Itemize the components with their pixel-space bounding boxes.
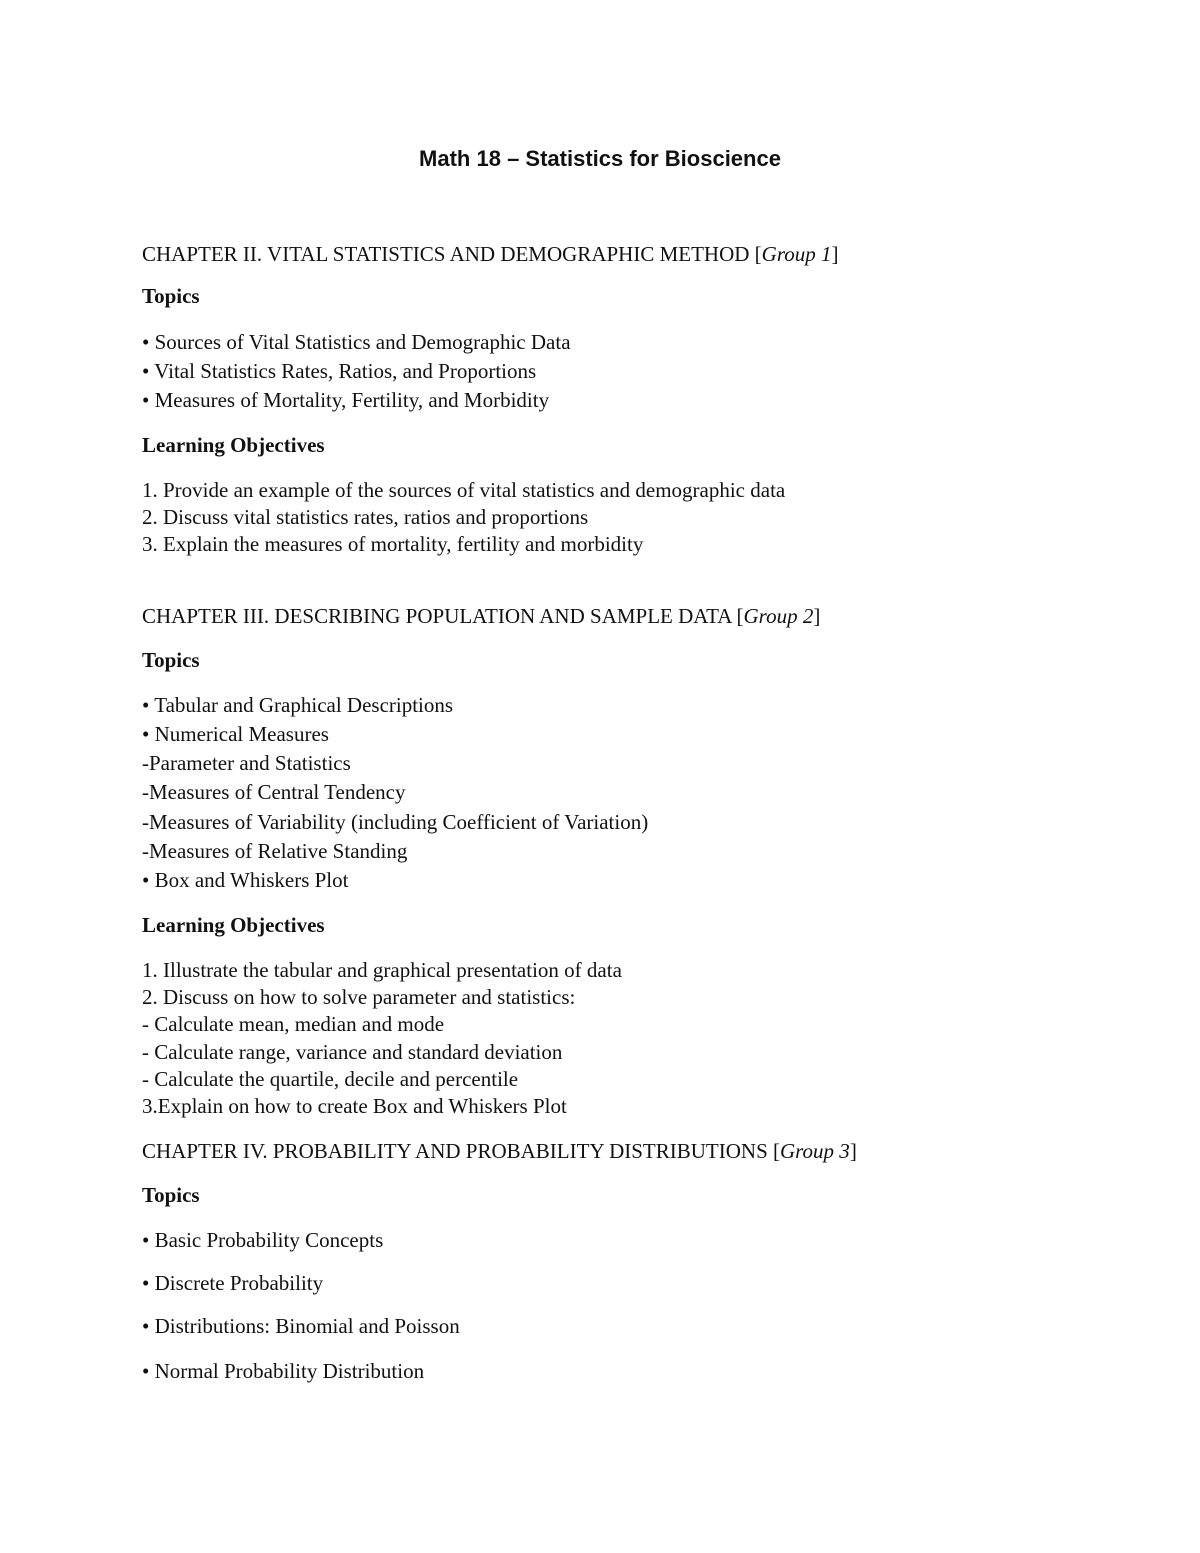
topic-item: • Discrete Probability xyxy=(142,1271,324,1295)
topic-item: • Vital Statistics Rates, Ratios, and Proportions xyxy=(142,359,537,383)
chapter-group: Group 2 xyxy=(743,604,814,628)
topic-item: • Normal Probability Distribution xyxy=(142,1359,425,1383)
topic-item: -Measures of Variability (including Coefficient of Variation) xyxy=(142,810,649,834)
chapter-heading-text: CHAPTER IV. PROBABILITY AND PROBABILITY DISTRIBUTIONS [ xyxy=(142,1139,780,1163)
objective-item: 3. Explain the measures of mortality, fertility and morbidity xyxy=(142,532,644,556)
topic-item: • Numerical Measures xyxy=(142,722,329,746)
chapter-heading-end: ] xyxy=(813,604,821,628)
topics-label: Topics xyxy=(142,284,200,308)
chapter-heading-text: CHAPTER II. VITAL STATISTICS AND DEMOGRAPHIC METHOD [ xyxy=(142,242,762,266)
chapter-heading-end: ] xyxy=(849,1139,857,1163)
topic-item: -Measures of Central Tendency xyxy=(142,780,406,804)
chapter-heading xyxy=(142,1137,857,1165)
chapter-heading-end: ] xyxy=(831,242,839,266)
objective-item: 2. Discuss on how to solve parameter and statistics: xyxy=(142,985,576,1009)
objective-item: - Calculate mean, median and mode xyxy=(142,1012,445,1036)
topic-item: -Parameter and Statistics xyxy=(142,751,351,775)
objective-item: 1. Provide an example of the sources of vital statistics and demographic data xyxy=(142,478,786,502)
topic-item: -Measures of Relative Standing xyxy=(142,839,408,863)
topic-item: • Sources of Vital Statistics and Demographic Data xyxy=(142,330,571,354)
objectives-label: Learning Objectives xyxy=(142,433,325,457)
topic-item: • Basic Probability Concepts xyxy=(142,1228,384,1252)
chapter-heading-text: CHAPTER III. DESCRIBING POPULATION AND SAMPLE DATA [ xyxy=(142,604,744,628)
chapter-heading xyxy=(142,602,820,630)
topic-item: • Measures of Mortality, Fertility, and Morbidity xyxy=(142,388,550,412)
topic-item: • Box and Whiskers Plot xyxy=(142,868,349,892)
topics-label: Topics xyxy=(142,648,200,672)
topic-item: • Tabular and Graphical Descriptions xyxy=(142,693,454,717)
chapter-group: Group 1 xyxy=(761,242,832,266)
objective-item: 3.Explain on how to create Box and Whiskers Plot xyxy=(142,1094,567,1118)
objectives-label: Learning Objectives xyxy=(142,913,325,937)
objective-item: - Calculate range, variance and standard deviation xyxy=(142,1040,563,1064)
objective-item: 2. Discuss vital statistics rates, ratios and proportions xyxy=(142,505,589,529)
topic-item: • Distributions: Binomial and Poisson xyxy=(142,1314,460,1338)
document-title: Math 18 – Statistics for Bioscience xyxy=(419,146,781,171)
chapter-heading xyxy=(142,240,838,268)
objective-item: - Calculate the quartile, decile and percentile xyxy=(142,1067,519,1091)
objective-item: 1. Illustrate the tabular and graphical presentation of data xyxy=(142,958,622,982)
chapter-group: Group 3 xyxy=(780,1139,850,1163)
topics-label: Topics xyxy=(142,1183,200,1207)
